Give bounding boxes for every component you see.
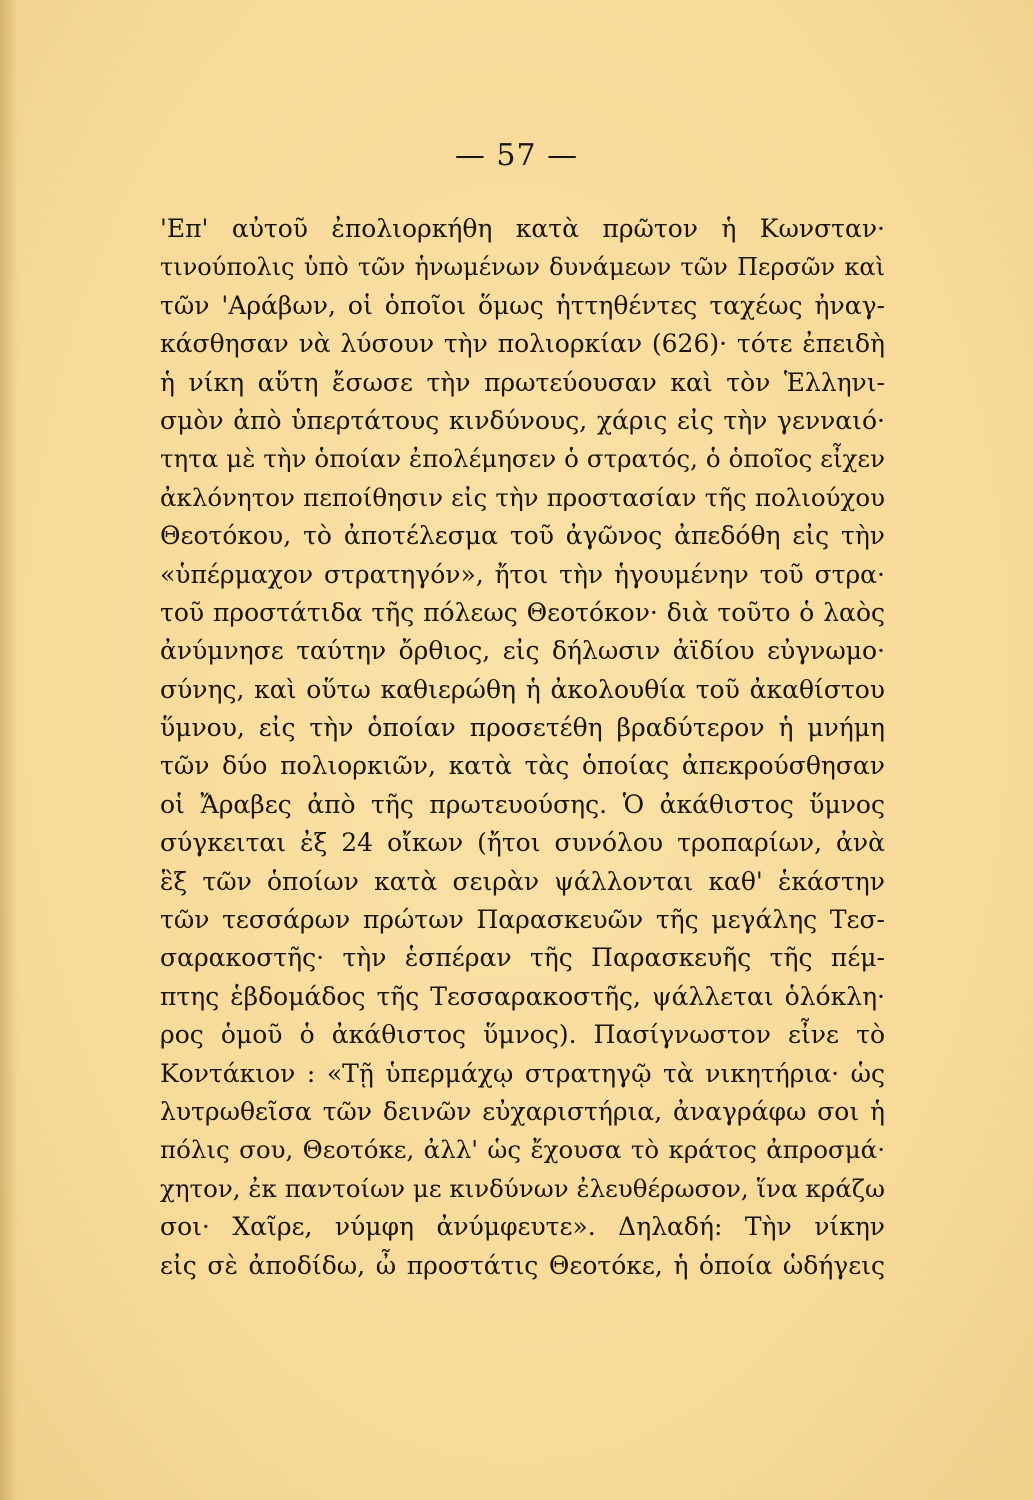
- text-line: Κοντάκιον : «Τῇ ὑπερμάχῳ στρατηγῷ τὰ νικητήρια· ὡς: [160, 1058, 885, 1088]
- text-line: τῶν 'Αράβων, οἱ ὁποῖοι ὅμως ἡττηθέντες ταχέως ἠναγ-: [160, 290, 885, 320]
- text-line: τοῦ προστάτιδα τῆς πόλεως Θεοτόκον· διὰ τοῦτο ὁ λαὸς: [160, 597, 885, 627]
- text-line: σύνης, καὶ οὕτω καθιερώθη ἡ ἀκολουθία τοῦ ἀκαθίστου: [160, 674, 885, 704]
- text-line: ρος ὁμοῦ ὁ ἀκάθιστος ὕμνος). Πασίγνωστον εἶνε τὸ: [160, 1020, 885, 1050]
- text-line: πόλις σου, Θεοτόκε, ἀλλ' ὡς ἔχουσα τὸ κράτος ἀπροσμά·: [160, 1135, 885, 1165]
- text-line: σαρακοστῆς· τὴν ἑσπέραν τῆς Παρασκευῆς τῆς πέμ-: [160, 943, 885, 973]
- text-line: ἡ νίκη αὕτη ἔσωσε τὴν πρωτεύουσαν καὶ τὸν Ἑλληνι-: [160, 367, 885, 397]
- page-edge-shadow: [0, 0, 18, 1500]
- text-line: οἱ Ἄραβες ἀπὸ τῆς πρωτευούσης. Ὁ ἀκάθιστος ὕμνος: [160, 789, 885, 819]
- text-line: χητον, ἐκ παντοίων με κινδύνων ἐλευθέρωσον, ἵνα κράζω: [160, 1173, 885, 1203]
- text-line: ἓξ τῶν ὁποίων κατὰ σειρὰν ψάλλονται καθ' ἑκάστην: [160, 866, 885, 896]
- text-line: Θεοτόκου, τὸ ἀποτέλεσμα τοῦ ἀγῶνος ἀπεδόθη εἰς τὴν: [160, 521, 885, 551]
- text-line: λυτρωθεῖσα τῶν δεινῶν εὐχαριστήρια, ἀναγράφω σοι ἡ: [160, 1096, 885, 1126]
- text-line: σμὸν ἀπὸ ὑπερτάτους κινδύνους, χάρις εἰς τὴν γενναιό·: [160, 405, 885, 435]
- text-line: σοι· Χαῖρε, νύμφη ἀνύμφευτε». Δηλαδή: Τὴν νίκην: [160, 1212, 885, 1242]
- text-line: ἀνύμνησε ταύτην ὄρθιος, εἰς δήλωσιν ἀϊδίου εὐγνωμο·: [160, 636, 885, 666]
- text-line: ἀκλόνητον πεποίθησιν εἰς τὴν προστασίαν τῆς πολιούχου: [160, 482, 885, 512]
- text-line: τητα μὲ τὴν ὁποίαν ἐπολέμησεν ὁ στρατός, ὁ ὁποῖος εἶχεν: [160, 444, 885, 474]
- page-number: — 57 —: [454, 138, 579, 173]
- text-line: σύγκειται ἐξ 24 οἴκων (ἤτοι συνόλου τροπαρίων, ἀνὰ: [160, 828, 885, 858]
- text-line: ὕμνου, εἰς τὴν ὁποίαν προσετέθη βραδύτερον ἡ μνήμη: [160, 713, 885, 743]
- text-line: τῶν δύο πολιορκιῶν, κατὰ τὰς ὁποίας ἀπεκρούσθησαν: [160, 751, 885, 781]
- text-line: εἰς σὲ ἀποδίδω, ὦ προστάτις Θεοτόκε, ἡ ὁποία ὡδήγεις: [160, 1250, 885, 1280]
- text-line: «ὑπέρμαχον στρατηγόν», ἤτοι τὴν ἡγουμένην τοῦ στρα·: [160, 559, 885, 589]
- text-line: κάσθησαν νὰ λύσουν τὴν πολιορκίαν (626)· τότε ἐπειδὴ: [160, 329, 885, 359]
- text-line: πτης ἑβδομάδος τῆς Τεσσαρακοστῆς, ψάλλεται ὁλόκλη·: [160, 981, 885, 1011]
- text-line: τῶν τεσσάρων πρώτων Παρασκευῶν τῆς μεγάλης Τεσ-: [160, 905, 885, 935]
- text-line: 'Επ' αὐτοῦ ἐπολιορκήθη κατὰ πρῶτον ἡ Κωνσταν·: [160, 214, 885, 243]
- body-text: [160, 210, 885, 1285]
- text-line: τινούπολις ὑπὸ τῶν ἡνωμένων δυνάμεων τῶν Περσῶν καὶ: [160, 253, 885, 282]
